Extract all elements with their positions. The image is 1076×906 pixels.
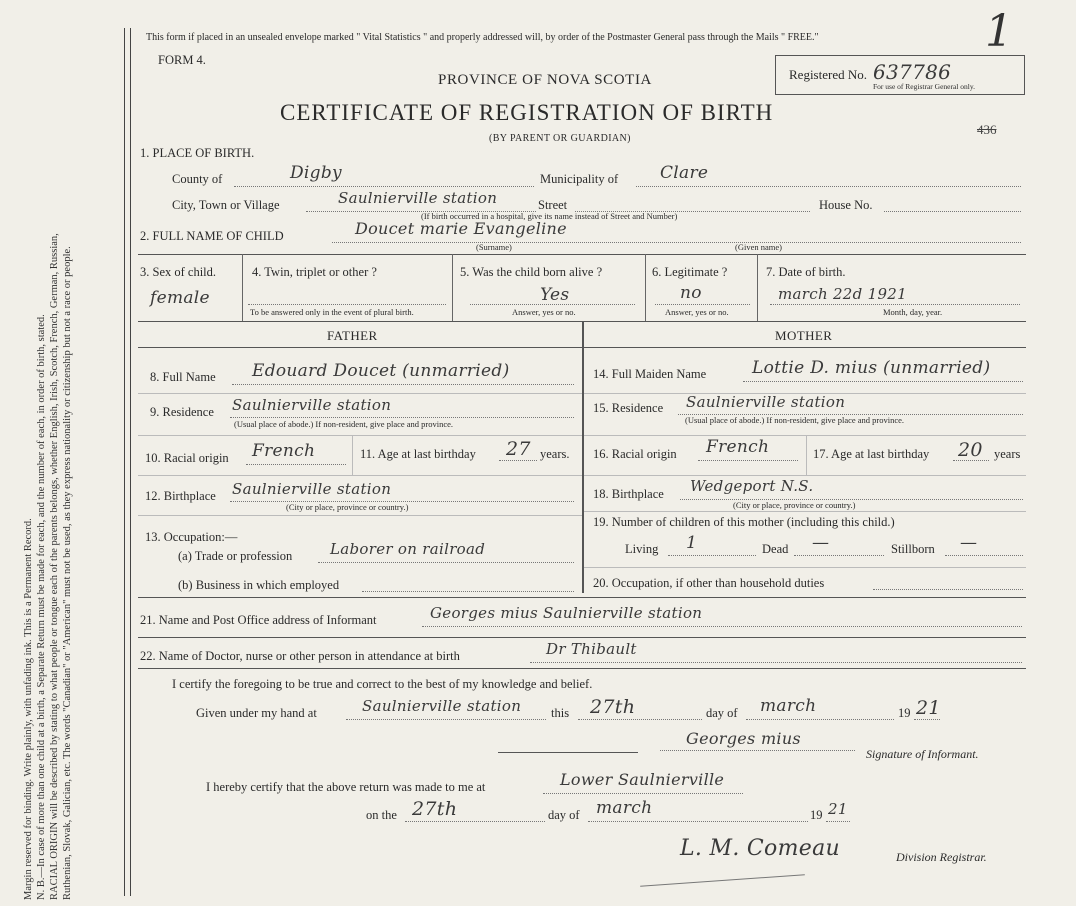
father-business-label: (b) Business in which employed [178, 578, 340, 592]
living-label: Living [625, 542, 659, 556]
informant-signature: Georges mius [686, 729, 801, 748]
father-age-label: 11. Age at last birthday [360, 447, 476, 461]
mother-heading: MOTHER [775, 328, 833, 343]
mother-racial-value: French [706, 437, 770, 457]
registrar-label: Division Registrar. [896, 850, 987, 864]
father-name-value: Edouard Doucet (unmarried) [252, 361, 510, 381]
mother-birthplace-value: Wedgeport N.S. [690, 477, 814, 495]
registrar-month-value: march [596, 798, 653, 818]
mother-name-label: 14. Full Maiden Name [593, 367, 707, 381]
registrar-day-value: 27th [412, 798, 458, 820]
surname-note: (Surname) [476, 242, 512, 252]
struck-number: 436 [977, 122, 997, 137]
mother-residence-note: (Usual place of abode.) If non-resident, give place and province. [685, 415, 905, 425]
certificate-subtitle: (BY PARENT OR GUARDIAN) [489, 133, 631, 144]
father-trade-label: (a) Trade or profession [178, 549, 293, 563]
margin-notes [22, 10, 74, 900]
binding-rule [124, 28, 125, 896]
father-racial-label: 10. Racial origin [145, 451, 229, 465]
mother-age-label: 17. Age at last birthday [813, 447, 930, 461]
county-label: County of [172, 172, 223, 186]
father-heading: FATHER [327, 328, 378, 343]
father-birthplace-label: 12. Birthplace [145, 489, 216, 503]
mother-occupation-label: 20. Occupation, if other than household duties [593, 576, 825, 590]
this-label: this [551, 706, 570, 720]
registrar-year-prefix: 19 [810, 808, 823, 822]
legitimate-note: Answer, yes or no. [665, 307, 729, 317]
dead-label: Dead [762, 542, 789, 556]
mother-age-value: 20 [958, 439, 983, 461]
alive-value: Yes [540, 285, 570, 305]
binding-rule-inner [130, 28, 131, 896]
province-heading: PROVINCE OF NOVA SCOTIA [438, 72, 652, 88]
hospital-note: (If birth occurred in a hospital, give its name instead of Street and Number) [421, 211, 678, 221]
on-the-label: on the [366, 808, 397, 822]
father-residence-value: Saulnierville station [232, 396, 392, 414]
given-year-value: 21 [916, 697, 941, 719]
birth-date-label: 7. Date of birth. [766, 265, 846, 279]
father-age-value: 27 [506, 438, 531, 460]
registered-label: Registered No. [789, 67, 867, 82]
registered-number: 637786 [873, 60, 952, 84]
certificate-title: CERTIFICATE OF REGISTRATION OF BIRTH [280, 100, 774, 125]
doctor-label: 22. Name of Doctor, nurse or other person in attendance at birth [140, 649, 460, 663]
city-value: Saulnierville station [338, 189, 498, 207]
informant-label: 21. Name and Post Office address of Informant [140, 613, 377, 627]
registrar-statement: I hereby certify that the above return was made to me at [206, 780, 486, 794]
father-trade-value: Laborer on railroad [330, 540, 486, 558]
registrar-signature: L. M. Comeau [680, 836, 840, 861]
given-year-prefix: 19 [898, 706, 911, 720]
given-day-of-label: day of [706, 706, 738, 720]
county-value: Digby [290, 163, 342, 183]
alive-note: Answer, yes or no. [512, 307, 576, 317]
corner-mark: 1 [985, 6, 1013, 57]
signature-label: Signature of Informant. [866, 747, 979, 761]
father-racial-value: French [252, 441, 316, 461]
registrar-place-value: Lower Saulnierville [560, 770, 725, 789]
street-label: Street [538, 198, 568, 212]
house-no-label: House No. [819, 198, 873, 212]
sex-label: 3. Sex of child. [140, 265, 217, 279]
margin-note-1: Margin reserved for binding. Write plainly, with unfading ink. This is a Permanent Record. [23, 518, 34, 900]
father-years-label: years. [540, 447, 570, 461]
living-value: 1 [686, 533, 698, 553]
mother-birthplace-note: (City or place, province or country.) [733, 500, 856, 510]
child-name-label: 2. FULL NAME OF CHILD [140, 229, 284, 243]
given-place-value: Saulnierville station [362, 697, 522, 715]
twin-note: To be answered only in the event of plural birth. [250, 307, 414, 317]
city-label: City, Town or Village [172, 198, 280, 212]
registrar-day-of-label: day of [548, 808, 580, 822]
place-of-birth-heading: 1. PLACE OF BIRTH. [140, 146, 255, 160]
margin-note-2: N. B.—In case of more than one child at a birth, a Separate Return must be made for each, and the number of each, in order of birth, stated. [36, 314, 47, 900]
alive-label: 5. Was the child born alive ? [460, 265, 603, 279]
mother-birthplace-label: 18. Birthplace [593, 487, 664, 501]
informant-value: Georges mius Saulnierville station [430, 604, 703, 622]
municipality-label: Municipality of [540, 172, 619, 186]
child-name-value: Doucet marie Evangeline [355, 219, 567, 238]
given-month-value: march [760, 696, 817, 716]
municipality-value: Clare [660, 163, 709, 183]
mother-racial-label: 16. Racial origin [593, 447, 677, 461]
father-birthplace-value: Saulnierville station [232, 480, 392, 498]
stillborn-value: — [960, 533, 978, 553]
mother-residence-label: 15. Residence [593, 401, 664, 415]
mother-years-label: years [994, 447, 1021, 461]
father-occupation-label: 13. Occupation:— [145, 530, 238, 544]
mother-residence-value: Saulnierville station [686, 393, 846, 411]
registered-note: For use of Registrar General only. [873, 82, 975, 91]
mother-name-value: Lottie D. mius (unmarried) [752, 358, 991, 378]
registered-box [775, 55, 1025, 95]
stillborn-label: Stillborn [891, 542, 935, 556]
mail-notice: This form if placed in an unsealed envelope marked " Vital Statistics " and properly addressed will, by order of the Postmaster General pass through the Mails " FREE." [146, 32, 819, 43]
given-name-note: (Given name) [735, 242, 782, 252]
father-birthplace-note: (City or place, province or country.) [286, 502, 409, 512]
dead-value: — [812, 533, 830, 553]
sex-value: female [150, 288, 210, 308]
legitimate-value: no [680, 283, 702, 303]
father-name-label: 8. Full Name [150, 370, 216, 384]
birth-date-note: Month, day, year. [883, 307, 943, 317]
mother-children-label: 19. Number of children of this mother (including this child.) [593, 515, 895, 529]
given-day-value: 27th [590, 696, 636, 718]
twin-label: 4. Twin, triplet or other ? [252, 265, 377, 279]
father-residence-label: 9. Residence [150, 405, 214, 419]
form-number: FORM 4. [158, 53, 206, 67]
father-residence-note: (Usual place of abode.) If non-resident, give place and province. [234, 419, 454, 429]
margin-note-4: Ruthenian, Slovak, Galician, etc. The words "Canadian" or "American" must not be used, as they express nationality or citizenship but not a race or people. [62, 246, 73, 900]
margin-note-3: RACIAL ORIGIN will be described by stating to what people or tongue each of the parents belongs, whether English, Irish, Scotch, French, German, Russian, [49, 233, 60, 900]
certify-statement: I certify the foregoing to be true and correct to the best of my knowledge and belief. [172, 677, 593, 691]
doctor-value: Dr Thibault [546, 640, 637, 658]
birth-date-value: march 22d 1921 [778, 285, 907, 303]
given-label: Given under my hand at [196, 706, 317, 720]
legitimate-label: 6. Legitimate ? [652, 265, 728, 279]
registrar-year-value: 21 [828, 800, 848, 818]
